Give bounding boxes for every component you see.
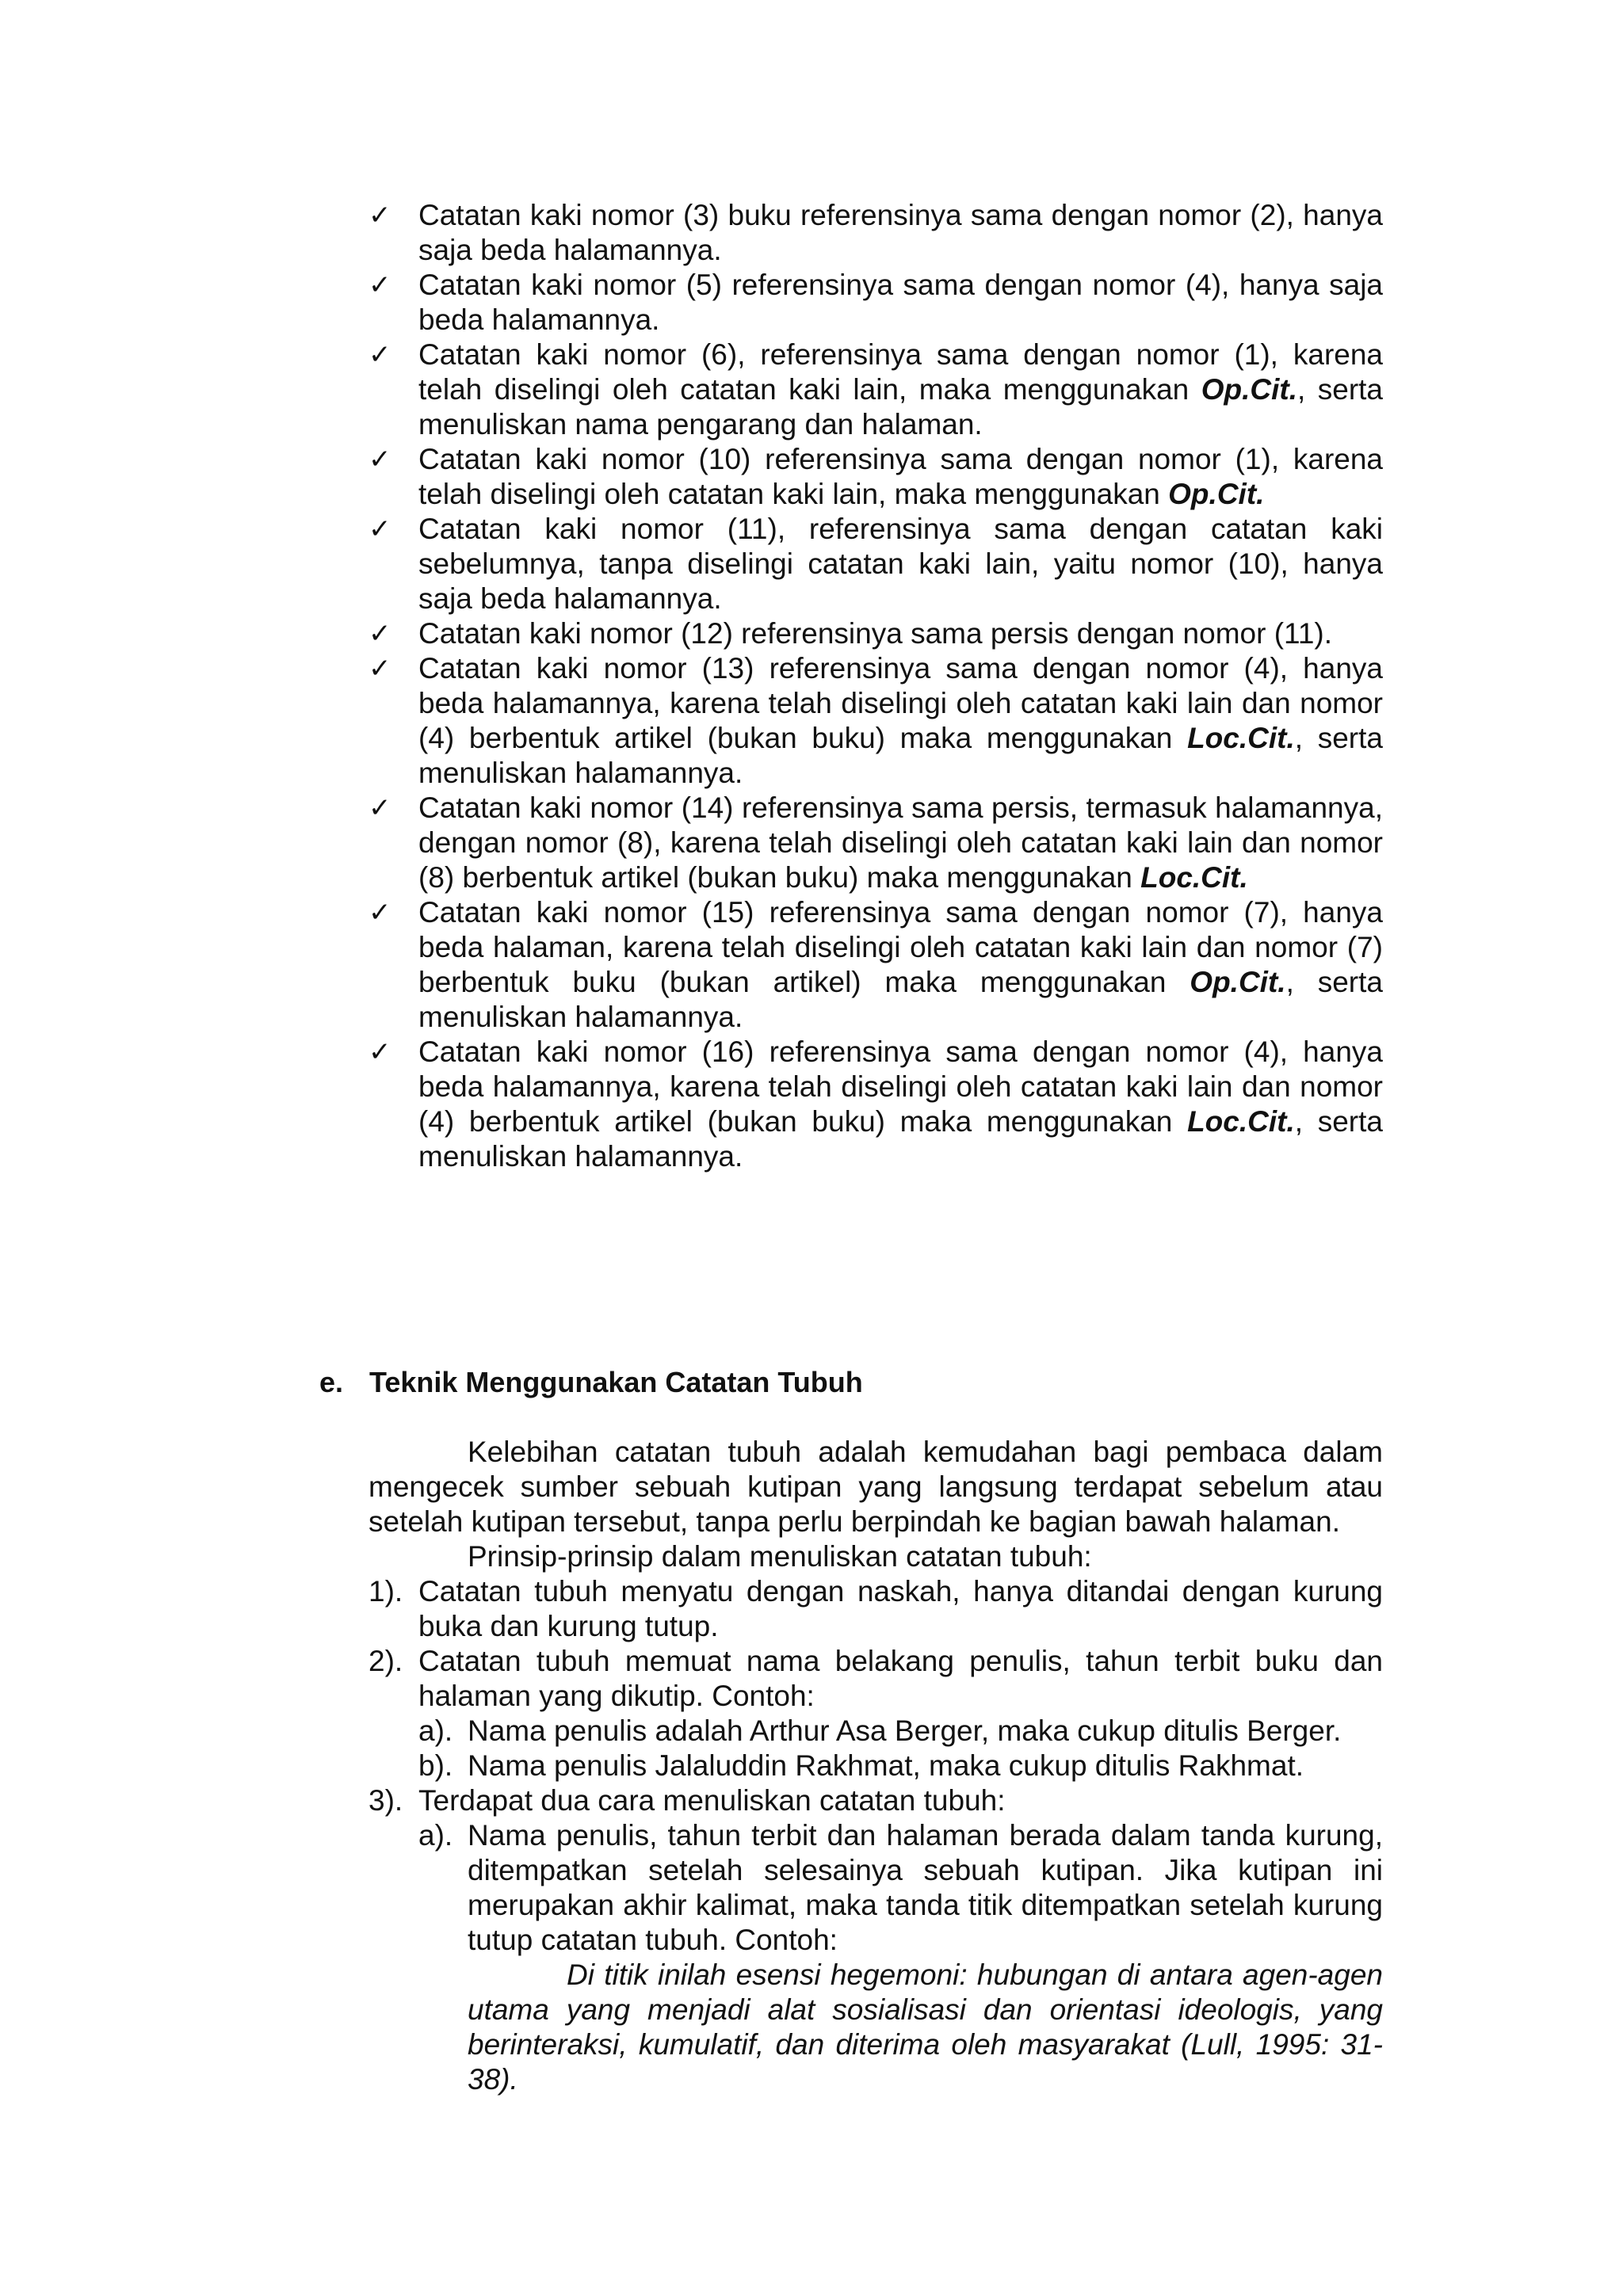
checkmark-icon: ✓ xyxy=(369,653,391,685)
principles-list xyxy=(369,1574,1383,2097)
checkmark-icon: ✓ xyxy=(369,792,391,824)
sub-marker: b). xyxy=(418,1749,453,1782)
checklist-item xyxy=(369,442,1383,512)
item-text: Catatan kaki nomor (11), referensinya sama dengan catatan kaki sebelumnya, tanpa diselingi catatan kaki lain, yaitu nomor (10), hanya saja beda halamannya. xyxy=(418,513,1383,615)
checklist-item xyxy=(369,1035,1383,1174)
item-text: Catatan kaki nomor (13) referensinya sama dengan nomor (4), hanya beda halamannya, karena telah diselingi oleh catatan kaki lain dan nomor (4) berbentuk artikel (bukan buku) maka menggunakan xyxy=(418,652,1383,754)
citation-term: Loc.Cit. xyxy=(1187,1105,1295,1138)
section-marker: e. xyxy=(319,1366,344,1398)
principle-item-1 xyxy=(369,1574,1383,1644)
principle-2-sub-b xyxy=(418,1749,1383,1783)
citation-term: Loc.Cit. xyxy=(1140,861,1248,894)
item-text: Catatan kaki nomor (5) referensinya sama dengan nomor (4), hanya saja beda halamannya. xyxy=(418,269,1383,336)
item-text: , serta menuliskan halamannya. xyxy=(418,966,1383,1033)
principle-2-sub-a xyxy=(418,1714,1383,1749)
checklist-item xyxy=(369,198,1383,268)
item-text: Catatan kaki nomor (15) referensinya sama dengan nomor (7), hanya beda halaman, karena telah diselingi oleh catatan kaki lain dan nomor (7) berbentuk buku (bukan artikel) maka menggunakan xyxy=(418,896,1383,998)
sub-text: Nama penulis Jalaluddin Rakhmat, maka cukup ditulis Rakhmat. xyxy=(468,1749,1304,1782)
item-text: Catatan kaki nomor (16) referensinya sama dengan nomor (4), hanya beda halamannya, karena telah diselingi oleh catatan kaki lain dan nomor (4) berbentuk artikel (bukan buku) maka menggunakan xyxy=(418,1035,1383,1138)
principle-text: Catatan tubuh memuat nama belakang penulis, tahun terbit buku dan halaman yang dikutip. Contoh: xyxy=(418,1645,1383,1712)
item-text: Catatan kaki nomor (6), referensinya sama dengan nomor (1), karena telah diselingi oleh catatan kaki lain, maka menggunakan xyxy=(418,338,1383,406)
checkmark-icon: ✓ xyxy=(369,1036,391,1068)
item-text: , serta menuliskan halamannya. xyxy=(418,1105,1383,1173)
checkmark-icon: ✓ xyxy=(369,200,391,231)
checklist-item xyxy=(369,791,1383,895)
checkmark-icon: ✓ xyxy=(369,269,391,301)
checkmark-icon: ✓ xyxy=(369,897,391,929)
checklist-item xyxy=(369,651,1383,791)
checklist-item xyxy=(369,895,1383,1035)
footnote-checklist xyxy=(369,198,1383,1174)
checklist-item xyxy=(369,616,1383,651)
section-heading xyxy=(319,1365,863,1400)
item-text: , serta menuliskan nama pengarang dan halaman. xyxy=(418,373,1383,441)
intro-paragraph: Kelebihan catatan tubuh adalah kemudahan bagi pembaca dalam mengecek sumber sebuah kutipan yang langsung terdapat sebelum atau setelah kutipan tersebut, tanpa perlu berpindah ke bagian bawah halaman. xyxy=(369,1436,1383,1538)
checklist-item xyxy=(369,338,1383,442)
citation-term: Op.Cit. xyxy=(1190,966,1286,998)
principle-item-2 xyxy=(369,1644,1383,1714)
item-text: Catatan kaki nomor (14) referensinya sama persis, termasuk halamannya, dengan nomor (8), karena telah diselingi oleh catatan kaki lain dan nomor (8) berbentuk artikel (bukan buku) maka menggunakan xyxy=(418,791,1383,894)
checklist-item xyxy=(369,268,1383,338)
principle-3-sub-a xyxy=(418,1818,1383,2097)
checkmark-icon: ✓ xyxy=(369,339,391,371)
item-text: Catatan kaki nomor (3) buku referensinya sama dengan nomor (2), hanya saja beda halamannya. xyxy=(418,199,1383,266)
item-text: , serta menuliskan halamannya. xyxy=(418,722,1383,789)
example-quote: Di titik inilah esensi hegemoni: hubungan di antara agen-agen utama yang menjadi alat sosialisasi dan orientasi ideologis, yang berinteraksi, kumulatif, dan diterima oleh masyarakat (Lull, 1995: 31-38). xyxy=(468,1958,1383,2096)
citation-term: Op.Cit. xyxy=(1168,478,1265,510)
checkmark-icon: ✓ xyxy=(369,513,391,545)
checklist-item xyxy=(369,512,1383,616)
sub-text: Nama penulis, tahun terbit dan halaman berada dalam tanda kurung, ditempatkan setelah selesainya sebuah kutipan. Jika kutipan ini merupakan akhir kalimat, maka tanda titik ditempatkan setelah kurung tutup catatan tubuh. Contoh: xyxy=(468,1819,1383,1956)
principles-intro: Prinsip-prinsip dalam menuliskan catatan tubuh: xyxy=(468,1540,1092,1573)
sub-text: Nama penulis adalah Arthur Asa Berger, maka cukup ditulis Berger. xyxy=(468,1714,1342,1747)
list-marker: 1). xyxy=(369,1575,403,1608)
item-text: Catatan kaki nomor (10) referensinya sama dengan nomor (1), karena telah diselingi oleh catatan kaki lain, maka menggunakan xyxy=(418,443,1383,510)
citation-term: Loc.Cit. xyxy=(1187,722,1295,754)
principle-text: Terdapat dua cara menuliskan catatan tubuh: xyxy=(418,1784,1006,1817)
citation-term: Op.Cit. xyxy=(1201,373,1297,406)
checkmark-icon: ✓ xyxy=(369,618,391,650)
item-text: Catatan kaki nomor (12) referensinya sama persis dengan nomor (11). xyxy=(418,617,1333,650)
sub-marker: a). xyxy=(418,1819,453,1852)
sub-marker: a). xyxy=(418,1714,453,1747)
principle-text: Catatan tubuh menyatu dengan naskah, hanya ditandai dengan kurung buka dan kurung tutup. xyxy=(418,1575,1383,1642)
section-title: Teknik Menggunakan Catatan Tubuh xyxy=(369,1366,863,1398)
checkmark-icon: ✓ xyxy=(369,444,391,475)
principle-item-3 xyxy=(369,1783,1383,1818)
list-marker: 3). xyxy=(369,1784,403,1817)
list-marker: 2). xyxy=(369,1645,403,1677)
